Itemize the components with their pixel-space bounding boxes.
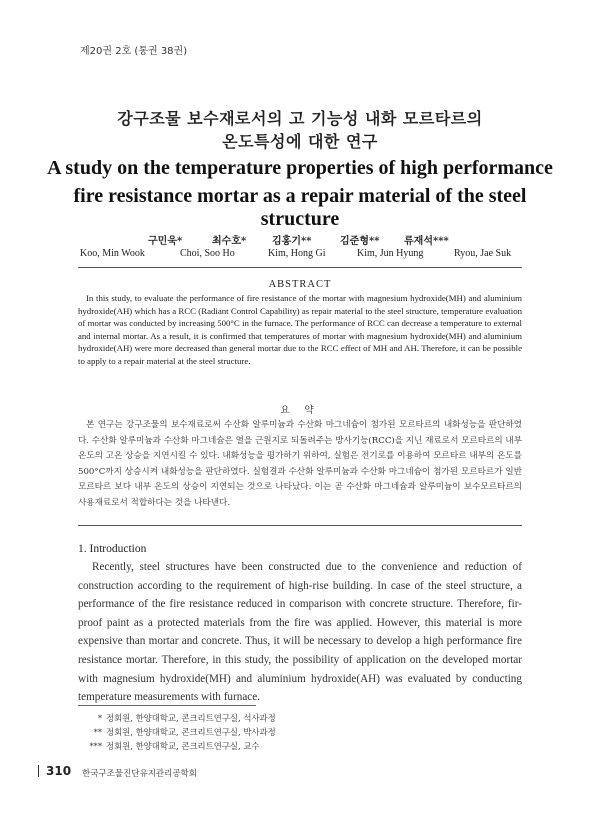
author-en: Koo, Min Wook bbox=[80, 248, 145, 259]
footnote bbox=[78, 740, 260, 752]
author-en: Choi, Soo Ho bbox=[180, 248, 235, 259]
abstract-text: In this study, to evaluate the performance of fire resistance of the mortar with magnesium hydroxide(MH) and aluminium hydroxide(AH) which has a RCC (Radiant Control Capability) as repair material to the steel structure, temperature evaluation of mortar was conducted by increasing 500°C in the furnace. The performance of RCC can decrease a temperature to external and internal mortar. As a result, it is confirmed that temperatures of mortar with magnesium hydroxide(MH) and aluminium hydroxide(AH) were more decreased than general mortar due to the RCC effect of MH and AH. Therefore, it can be possible to apply to a repair material at the steel structure. bbox=[78, 293, 522, 366]
english-title-line-1: A study on the temperature properties of high performance bbox=[47, 157, 553, 179]
footnote-mark: *** bbox=[89, 741, 102, 751]
author-kr: 김준형** bbox=[340, 236, 380, 247]
korean-title-line-2: 온도특성에 대한 연구 bbox=[222, 132, 378, 151]
korean-title-line-1: 강구조물 보수재로서의 고 기능성 내화 모르타르의 bbox=[117, 109, 483, 128]
journal-issue: 제20권 2호 (통권 38권) bbox=[80, 46, 188, 57]
page-number: 310 bbox=[46, 764, 72, 778]
footnote bbox=[78, 712, 276, 724]
footnote-mark: ** bbox=[93, 727, 102, 737]
abstract-heading: ABSTRACT bbox=[268, 279, 332, 290]
section-heading-introduction: 1. Introduction bbox=[78, 543, 147, 555]
summary-text: 본 연구는 강구조물의 보수재료로써 수산화 알루미늄과 수산화 마그네슘이 첨가된 모르타르의 내화성능을 판단하였다. 수산화 알루미늄과 수산화 마그네슘은 열을 근원지로 되돌려주는 방사기능(RCC)을 지닌 재료로서 모르타르의 내부 온도의 고온 상승을 지연시킬 수 있다. 내화성능을 평가하기 위하여, 실험은 전기로를 이용하여 모르타르 내부의 온도를 500°C까지 상승시켜 내화성능을 판단하였다. 실험결과 수산화 알루미늄과 수산화 마그네슘이 첨가된 모르타르가 일반 모르타르 보다 내부 온도의 상승이 지연되는 것으로 나타났다. 이는 곧 수산화 마그네슘과 알루미늄이 보수모르타르의 사용재료로서 적합하다는 것을 나타낸다. bbox=[78, 420, 522, 508]
footnote-divider bbox=[78, 705, 256, 706]
english-title-line-2: fire resistance mortar as a repair material of the steel structure bbox=[73, 185, 527, 230]
footnote-mark: * bbox=[97, 713, 102, 723]
author-kr: 구민욱* bbox=[148, 236, 183, 247]
author-en: Kim, Hong Gi bbox=[268, 248, 326, 259]
divider bbox=[78, 525, 522, 526]
author-kr: 류재석*** bbox=[404, 236, 449, 247]
footnote-text: 정회원, 한양대학교, 콘크리트연구실, 석사과정 bbox=[106, 713, 276, 723]
divider bbox=[78, 267, 522, 268]
author-kr: 최수호* bbox=[212, 236, 247, 247]
author-kr: 김홍기** bbox=[272, 236, 312, 247]
author-en: Ryou, Jae Suk bbox=[454, 248, 512, 259]
footer-bar bbox=[38, 765, 39, 777]
footnote-text: 정회원, 한양대학교, 콘크리트연구실, 교수 bbox=[106, 741, 260, 751]
publisher-name: 한국구조물진단유지관리공학회 bbox=[82, 769, 197, 779]
footnote bbox=[78, 726, 276, 738]
summary-heading: 요 약 bbox=[280, 405, 320, 416]
footnote-text: 정회원, 한양대학교, 콘크리트연구실, 박사과정 bbox=[106, 727, 276, 737]
author-en: Kim, Jun Hyung bbox=[357, 248, 424, 259]
introduction-text: Recently, steel structures have been constructed due to the convenience and reduction of construction according to the requirement of high-rise building. In case of the steel structure, a performance of the fire resistance reduced in comparison with concrete structure. Therefore, fir-proof paint as a protected materials from the fire was applied. However, this material is more expensive than mortar and concrete. Thus, it will be necessary to develop a high performance fire resistance mortar. Therefore, in this study, the possibility of application on the developed mortar with magnesium hydroxide(MH) and aluminium hydroxide(AH) was evaluated by conducting temperature measurements with furnace. bbox=[78, 561, 522, 704]
